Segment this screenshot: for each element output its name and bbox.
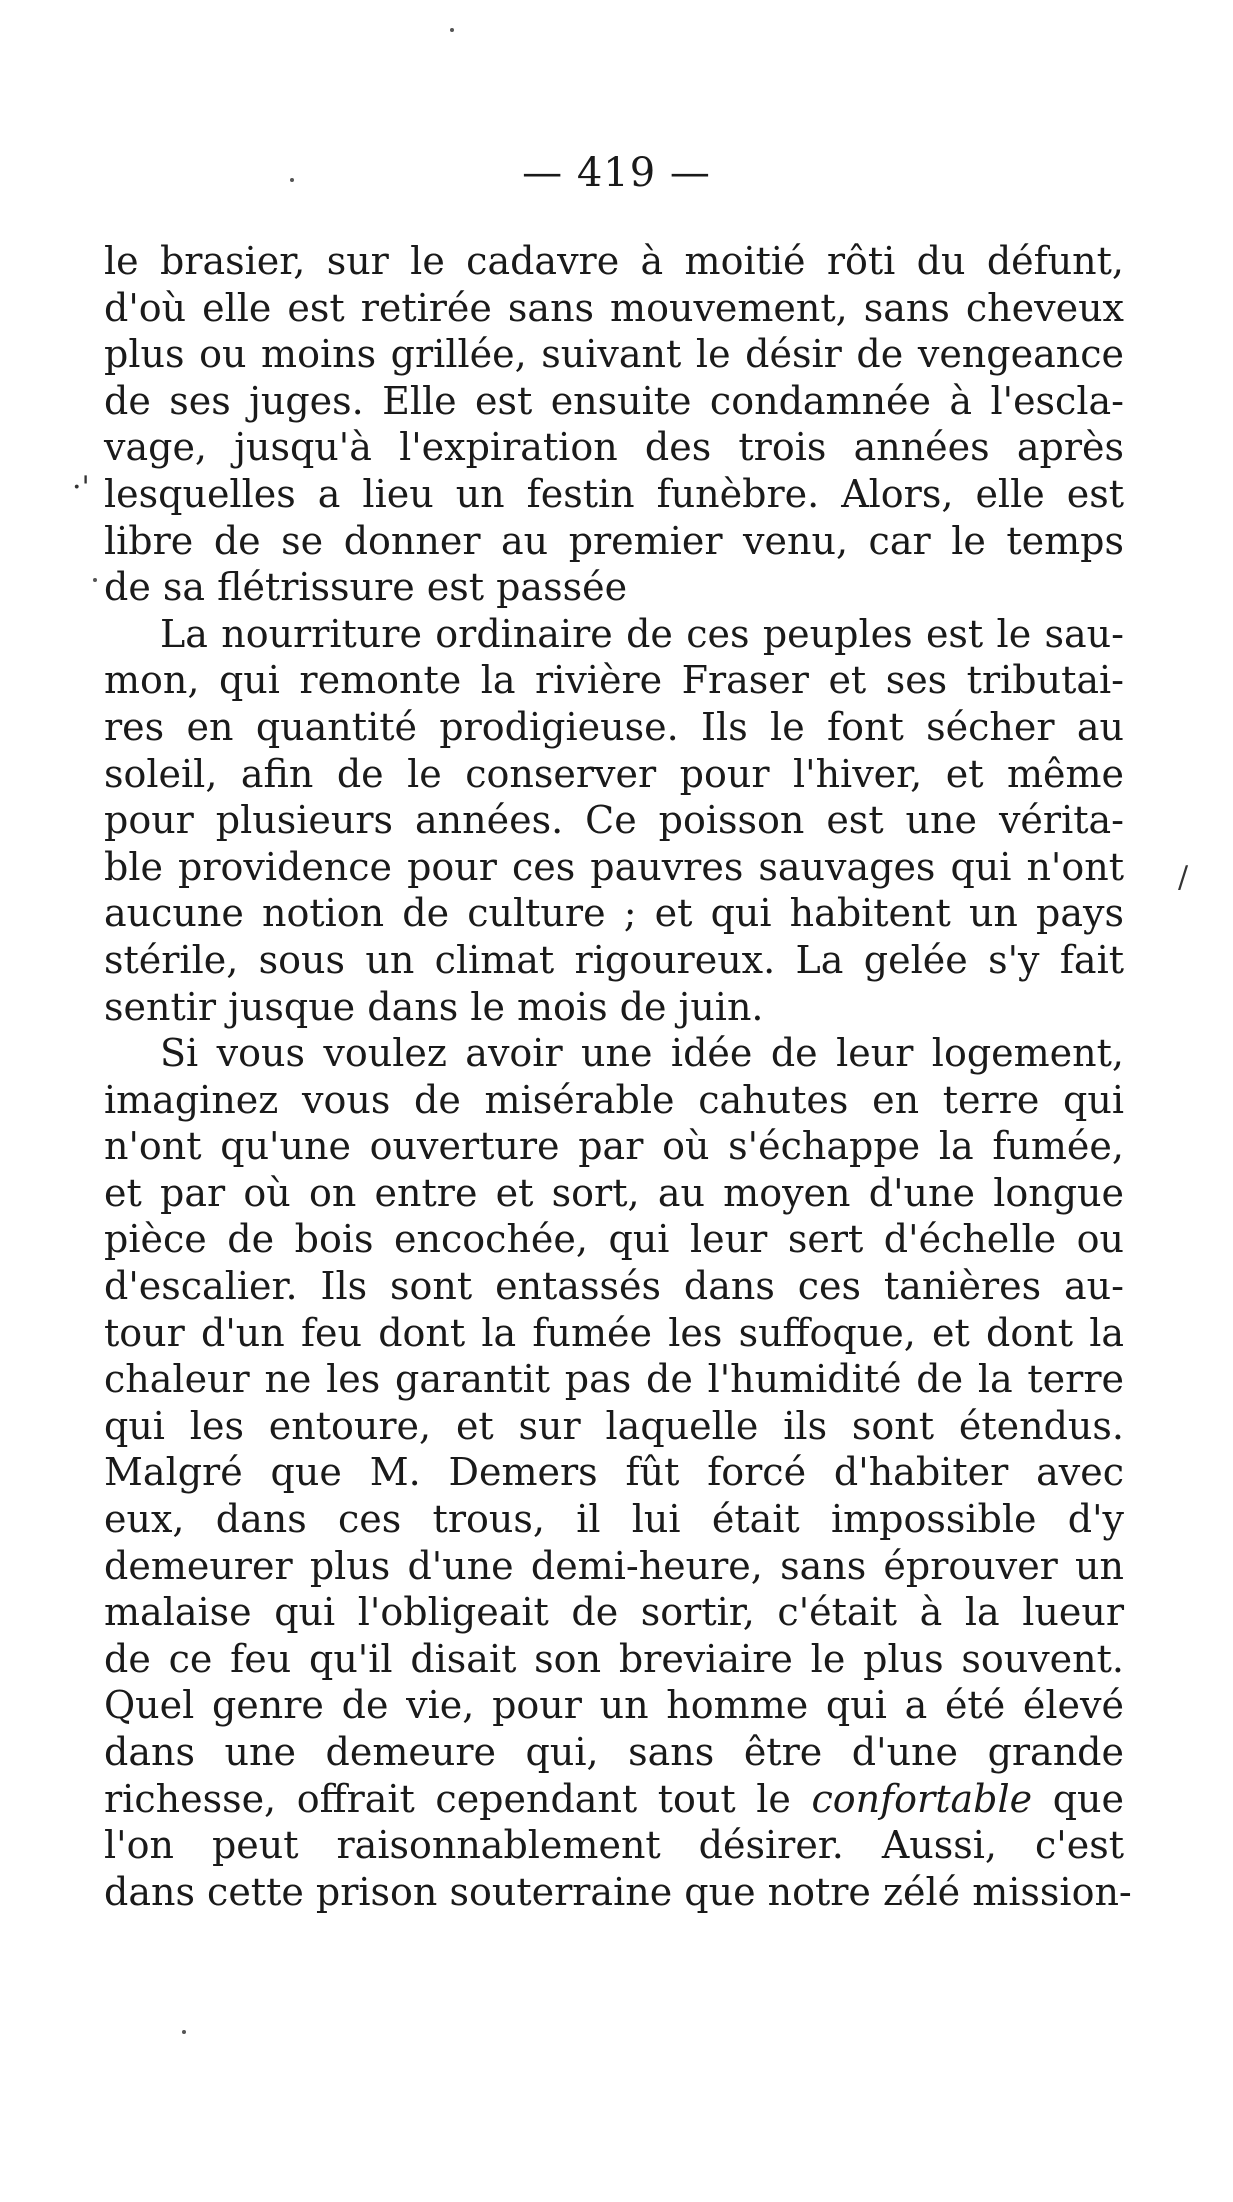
text-line: pièce de bois encochée, qui leur sert d'échelle ou xyxy=(104,1217,1124,1262)
text-line: malaise qui l'obligeait de sortir, c'était à la lueur xyxy=(104,1590,1124,1635)
text-line: imaginez vous de misérable cahutes en terre qui xyxy=(104,1077,1124,1122)
speck-dot xyxy=(290,178,294,182)
speck-dot xyxy=(450,28,454,32)
text-line: l'on peut raisonnablement désirer. Aussi, c'est xyxy=(104,1823,1124,1868)
text-line: le brasier, sur le cadavre à moitié rôti du défunt, xyxy=(104,239,1124,283)
text-line: La nourriture ordinaire de ces peuples est le sau- xyxy=(160,611,1124,656)
text-line: Malgré que M. Demers fût forcé d'habiter avec xyxy=(104,1450,1124,1495)
text-line: sentir jusque dans le mois de juin. xyxy=(104,984,764,1029)
text-line: qui les entoure, et sur laquelle ils sont étendus. xyxy=(104,1403,1124,1448)
text-line-with-italic: richesse, offrait cependant tout le confortable que xyxy=(104,1776,1124,1821)
text-line: stérile, sous un climat rigoureux. La gelée s'y fait xyxy=(104,937,1124,982)
text-line: aucune notion de culture ; et qui habitent un pays xyxy=(104,891,1124,936)
speck-dot xyxy=(93,578,97,582)
text-line: tour d'un feu dont la fumée les suffoque, et dont la xyxy=(104,1310,1124,1355)
italic-word: confortable xyxy=(811,1776,1033,1821)
text-line: Si vous voulez avoir une idée de leur logement, xyxy=(160,1031,1124,1076)
text-line: plus ou moins grillée, suivant le désir de vengeance xyxy=(104,332,1124,377)
text-line: Quel genre de vie, pour un homme qui a été élevé xyxy=(104,1683,1124,1728)
text-line: dans une demeure qui, sans être d'une grande xyxy=(104,1730,1124,1774)
text-line: d'où elle est retirée sans mouvement, sans cheveux xyxy=(104,285,1124,330)
text-line: de ce feu qu'il disait son breviaire le plus souvent. xyxy=(104,1636,1124,1681)
text-line: mon, qui remonte la rivière Fraser et ses tributai- xyxy=(104,658,1124,703)
text-line: n'ont qu'une ouverture par où s'échappe la fumée, xyxy=(104,1124,1124,1169)
page-number: — 419 — xyxy=(522,150,711,196)
text-line: vage, jusqu'à l'expiration des trois années après xyxy=(104,425,1124,470)
text-line: demeurer plus d'une demi-heure, sans éprouver un xyxy=(104,1543,1124,1588)
margin-mark-right: / xyxy=(1178,860,1189,895)
body-text xyxy=(104,238,1132,1915)
text-line: d'escalier. Ils sont entassés dans ces tanières au- xyxy=(104,1264,1124,1309)
text-line: pour plusieurs années. Ce poisson est une vérita- xyxy=(104,798,1124,843)
text-line: eux, dans ces trous, il lui était impossible d'y xyxy=(104,1497,1124,1542)
text-line: de ses juges. Elle est ensuite condamnée à l'escla- xyxy=(104,378,1124,423)
text-line: res en quantité prodigieuse. Ils le font sécher au xyxy=(104,704,1124,749)
margin-mark-left: ·' xyxy=(72,470,90,505)
speck-dot xyxy=(182,2030,186,2034)
text-line: dans cette prison souterraine que notre zélé mission- xyxy=(104,1869,1132,1914)
text-line: libre de se donner au premier venu, car le temps xyxy=(104,518,1124,563)
text-line: soleil, afin de le conserver pour l'hiver, et même xyxy=(104,751,1124,796)
text-line: ble providence pour ces pauvres sauvages qui n'ont xyxy=(104,844,1124,889)
text-line: chaleur ne les garantit pas de l'humidité de la terre xyxy=(104,1357,1124,1402)
text-line: de sa flétrissure est passée xyxy=(104,565,628,610)
text-line: et par où on entre et sort, au moyen d'une longue xyxy=(104,1170,1124,1215)
text-line: lesquelles a lieu un festin funèbre. Alors, elle est xyxy=(104,471,1124,516)
